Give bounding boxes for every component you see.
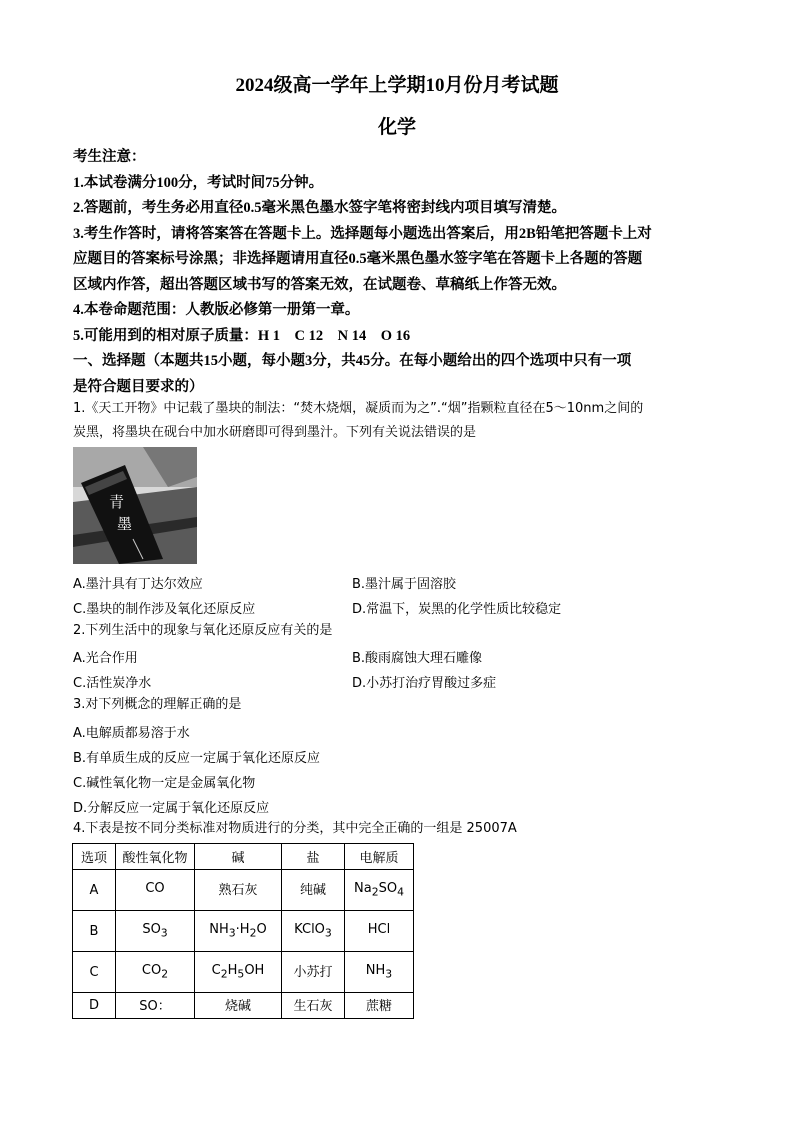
notice-item: 区域内作答，超出答题区域书写的答案无效，在试题卷、草稿纸上作答无效。	[73, 276, 566, 293]
table-header: 酸性氧化物	[116, 844, 195, 870]
question-3-stem: 3.对下列概念的理解正确的是	[73, 697, 242, 712]
notice-heading: 考生注意：	[73, 149, 146, 165]
question-1-option-c: C.墨块的制作涉及氧化还原反应	[73, 602, 256, 617]
section-heading: 一、选择题（本题共15小题，每小题3分，共45分。在每小题给出的四个选项中只有一项	[73, 353, 632, 369]
question-2-stem: 2.下列生活中的现象与氧化还原反应有关的是	[73, 623, 333, 638]
section-heading: 是符合题目要求的）	[73, 378, 204, 395]
notice-item: 2.答题前，考生务必用直径0.5毫米黑色墨水签字笔将密封线内项目填写清楚。	[73, 200, 566, 216]
table-row	[73, 952, 414, 993]
question-3-option-d: D.分解反应一定属于氧化还原反应	[73, 801, 270, 816]
notice-item: 应题目的答案标号涂黑；非选择题请用直径0.5毫米黑色墨水签字笔在答题卡上各题的答题	[73, 251, 643, 267]
table-row	[73, 911, 414, 952]
table-cell: $NH_3$	[345, 952, 414, 993]
table-row	[73, 870, 414, 911]
table-cell: 熟石灰	[195, 870, 282, 911]
question-4-stem: 4.下表是按不同分类标准对物质进行的分类，其中完全正确的一组是 25007A	[73, 821, 517, 836]
question-1-option-a: A.墨汁具有丁达尔效应	[73, 577, 203, 592]
question-3-option-a: A.电解质都易溶于水	[73, 726, 190, 741]
table-cell: $CO_2$	[116, 952, 195, 993]
table-cell: D	[73, 993, 116, 1019]
table-cell: $NH_3\cdot H_2O$	[195, 911, 282, 952]
question-1-option-d: D.常温下，炭黑的化学性质比较稳定	[352, 602, 562, 617]
table-header: 电解质	[345, 844, 414, 870]
table-cell: $SO_3$	[116, 911, 195, 952]
table-cell: 小苏打	[282, 952, 345, 993]
table-header: 盐	[282, 844, 345, 870]
table-cell: B	[73, 911, 116, 952]
table-cell: C	[73, 952, 116, 993]
table-cell: $Na_2SO_4$	[345, 870, 414, 911]
table-cell: HCl	[345, 911, 414, 952]
classification-table	[72, 843, 414, 1019]
question-2-option-a: A.光合作用	[73, 651, 138, 666]
ink-stick-char-2: 墨	[117, 515, 133, 533]
question-2-option-b: B.酸雨腐蚀大理石雕像	[352, 651, 483, 666]
notice-block	[73, 145, 723, 400]
table-cell: SO：	[116, 993, 195, 1019]
subject-title: 化学	[377, 117, 416, 138]
question-3-option-b: B.有单质生成的反应一定属于氧化还原反应	[73, 751, 321, 766]
notice-item: 1.本试卷满分100分，考试时间75分钟。	[73, 174, 324, 191]
table-cell: 蔗糖	[345, 993, 414, 1019]
table-cell: $C_2H_5OH$	[195, 952, 282, 993]
table-cell: 纯碱	[282, 870, 345, 911]
table-cell: 生石灰	[282, 993, 345, 1019]
question-2-option-d: D.小苏打治疗胃酸过多症	[352, 676, 497, 691]
table-cell: CO	[116, 870, 195, 911]
table-row	[73, 993, 414, 1019]
question-1-stem: 1.《天工开物》中记载了墨块的制法：“焚木烧烟，凝质而为之”.“烟”指颗粒直径在5～10nm之间的	[73, 401, 644, 416]
table-header-row	[73, 844, 414, 870]
table-header: 碱	[195, 844, 282, 870]
question-1-option-b: B.墨汁属于固溶胶	[352, 577, 457, 592]
table-header: 选项	[73, 844, 116, 870]
exam-title: 2024级高一学年上学期10月份月考试题	[235, 75, 559, 96]
question-1-stem: 炭黑，将墨块在砚台中加水研磨即可得到墨汁。下列有关说法错误的是	[73, 425, 477, 440]
ink-stick-char-1: 青	[109, 493, 125, 511]
question-3-option-c: C.碱性氧化物一定是金属氧化物	[73, 776, 256, 791]
table-cell: 烧碱	[195, 993, 282, 1019]
notice-item: 5.可能用到的相对原子质量：H 1 C 12 N 14 O 16	[73, 327, 411, 344]
table-cell: KClO$_3$	[282, 911, 345, 952]
ink-stick-image	[73, 447, 197, 564]
notice-item: 3.考生作答时，请将答案答在答题卡上。选择题每小题选出答案后，用2B铅笔把答题卡上对	[73, 225, 652, 242]
question-2-option-c: C.活性炭净水	[73, 676, 152, 691]
notice-item: 4.本卷命题范围：人教版必修第一册第一章。	[73, 302, 360, 318]
table-cell: A	[73, 870, 116, 911]
